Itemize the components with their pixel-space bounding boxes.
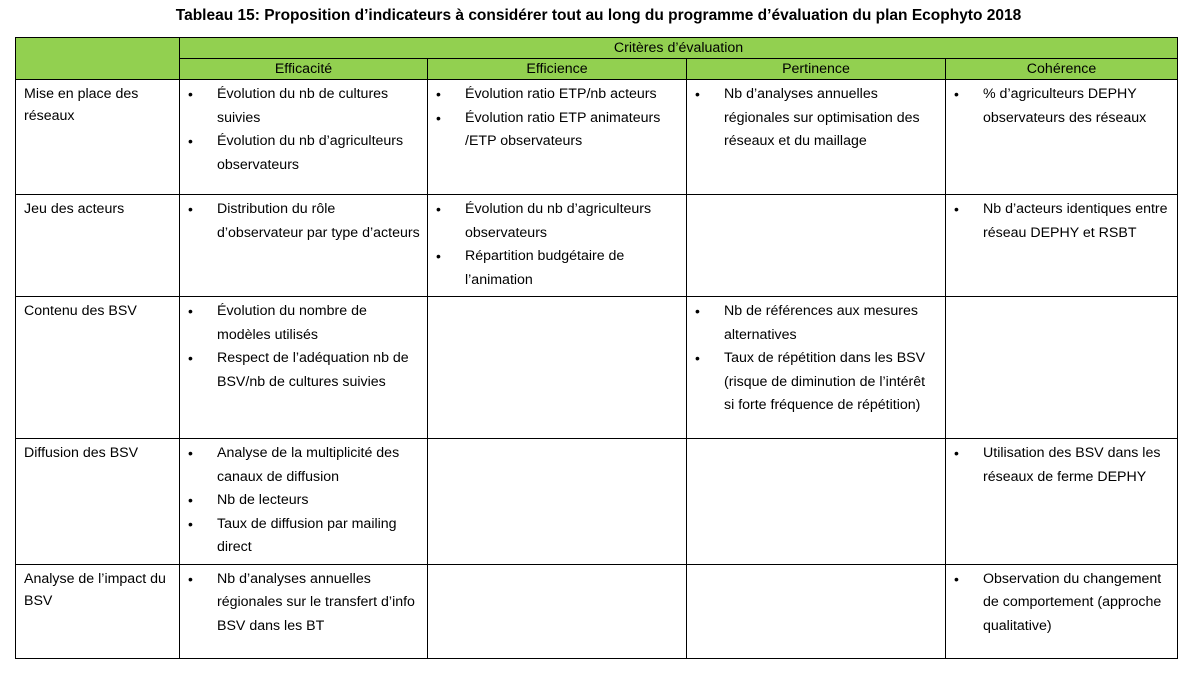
row-label: Jeu des acteurs xyxy=(16,195,180,297)
cell-coherence xyxy=(946,297,1178,439)
header-col-efficience: Efficience xyxy=(428,59,687,80)
indicator-item: • Nb d’acteurs identiques entre réseau DEPHY et RSBT xyxy=(946,198,1171,245)
indicator-item: • Évolution du nb d’agriculteurs observateurs xyxy=(428,198,680,245)
row-label: Diffusion des BSV xyxy=(16,439,180,565)
indicator-item: • Analyse de la multiplicité des canaux de diffusion xyxy=(180,442,421,489)
indicators-table xyxy=(15,37,1178,659)
indicator-item: • Respect de l’adéquation nb de BSV/nb de cultures suivies xyxy=(180,347,421,394)
cell-efficacite xyxy=(180,564,428,658)
indicator-item: • Distribution du rôle d’observateur par type d’acteurs xyxy=(180,198,421,245)
indicator-item: • Nb d’analyses annuelles régionales sur le transfert d’info BSV dans les BT xyxy=(180,568,421,639)
indicator-item: • Observation du changement de comportement (approche qualitative) xyxy=(946,568,1171,639)
table-row xyxy=(16,195,1178,297)
table-row xyxy=(16,564,1178,658)
indicator-list xyxy=(687,297,945,422)
cell-coherence xyxy=(946,564,1178,658)
indicator-list xyxy=(180,565,427,643)
cell-coherence xyxy=(946,195,1178,297)
indicator-list xyxy=(687,80,945,158)
row-label: Analyse de l’impact du BSV xyxy=(16,564,180,658)
indicator-item: • Évolution du nombre de modèles utilisés xyxy=(180,300,421,347)
indicator-item: • Nb de références aux mesures alternatives xyxy=(687,300,939,347)
cell-coherence xyxy=(946,80,1178,195)
indicator-list xyxy=(946,439,1177,493)
cell-efficacite xyxy=(180,80,428,195)
header-col-coherence: Cohérence xyxy=(946,59,1178,80)
indicator-item: • Nb d’analyses annuelles régionales sur optimisation des réseaux et du maillage xyxy=(687,83,939,154)
header-col-efficacite: Efficacité xyxy=(180,59,428,80)
cell-pertinence xyxy=(687,297,946,439)
indicator-list xyxy=(428,80,686,158)
header-col-pertinence: Pertinence xyxy=(687,59,946,80)
indicator-item: • Nb de lecteurs xyxy=(180,489,421,513)
table-body xyxy=(16,80,1178,659)
cell-efficacite xyxy=(180,297,428,439)
indicator-item: • Répartition budgétaire de l’animation xyxy=(428,245,680,292)
indicator-list xyxy=(946,80,1177,134)
cell-efficience xyxy=(428,439,687,565)
indicator-item: • Taux de répétition dans les BSV (risque de diminution de l’intérêt si forte fréquence de répétition) xyxy=(687,347,939,418)
table-row xyxy=(16,297,1178,439)
table-title: Tableau 15: Proposition d’indicateurs à considérer tout au long du programme d’évaluation du plan Ecophyto 2018 xyxy=(175,7,1022,24)
indicator-list xyxy=(180,195,427,249)
cell-efficacite xyxy=(180,439,428,565)
indicator-item: • Évolution du nb de cultures suivies xyxy=(180,83,421,130)
indicator-list xyxy=(180,439,427,564)
indicator-item: • Évolution ratio ETP animateurs /ETP observateurs xyxy=(428,107,680,154)
cell-efficience xyxy=(428,297,687,439)
cell-pertinence xyxy=(687,439,946,565)
cell-coherence xyxy=(946,439,1178,565)
table-row xyxy=(16,80,1178,195)
cell-pertinence xyxy=(687,80,946,195)
indicator-item: • Évolution du nb d’agriculteurs observateurs xyxy=(180,130,421,177)
indicator-list xyxy=(946,565,1177,643)
indicator-item: • Utilisation des BSV dans les réseaux de ferme DEPHY xyxy=(946,442,1171,489)
indicator-item: • Évolution ratio ETP/nb acteurs xyxy=(428,83,680,107)
cell-efficience xyxy=(428,195,687,297)
cell-efficacite xyxy=(180,195,428,297)
cell-pertinence xyxy=(687,195,946,297)
cell-pertinence xyxy=(687,564,946,658)
indicator-item: • Taux de diffusion par mailing direct xyxy=(180,513,421,560)
header-criteria-group: Critères d’évaluation xyxy=(180,38,1178,59)
cell-efficience xyxy=(428,564,687,658)
row-label: Contenu des BSV xyxy=(16,297,180,439)
row-label: Mise en place des réseaux xyxy=(16,80,180,195)
indicator-list xyxy=(428,195,686,296)
indicator-item: • % d’agriculteurs DEPHY observateurs des réseaux xyxy=(946,83,1171,130)
header-corner-cell xyxy=(16,38,180,80)
table-row xyxy=(16,439,1178,565)
indicator-list xyxy=(180,80,427,181)
indicator-list xyxy=(946,195,1177,249)
indicator-list xyxy=(180,297,427,398)
cell-efficience xyxy=(428,80,687,195)
